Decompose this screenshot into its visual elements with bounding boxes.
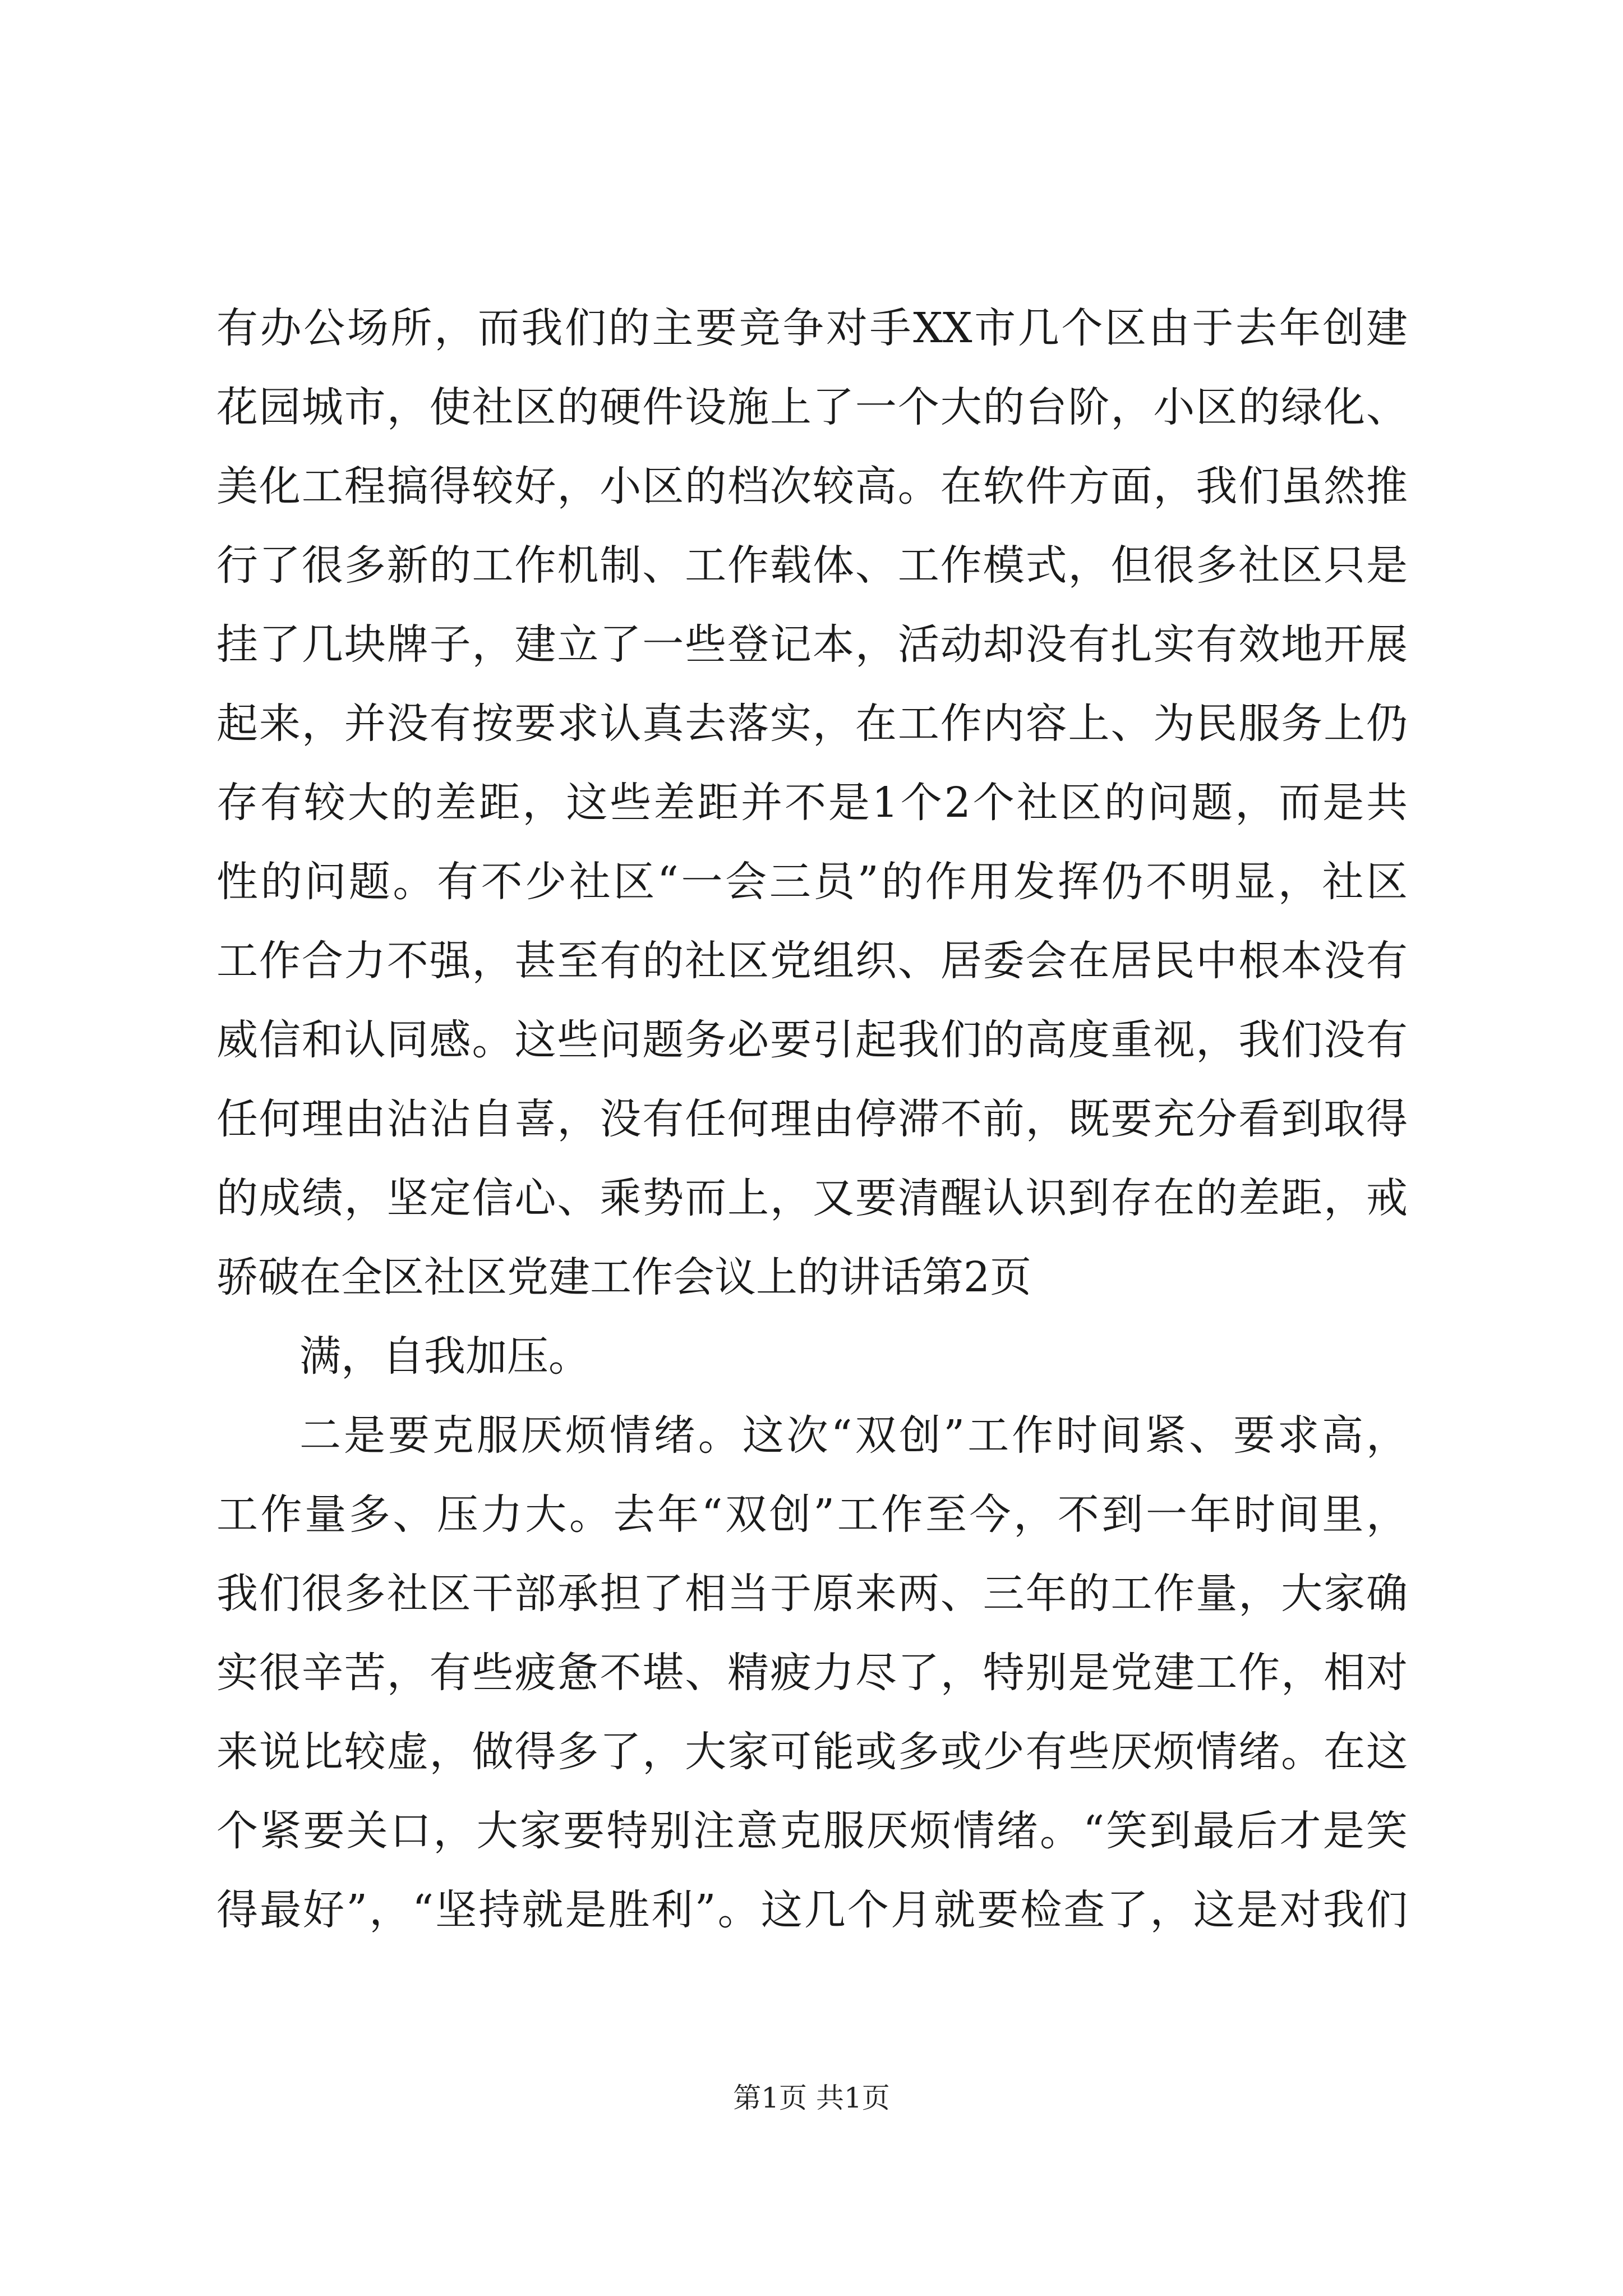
text-line: 我们很多社区干部承担了相当于原来两、三年的工作量，大家确 xyxy=(216,1570,1408,1618)
text-line: 工作量多、压力大。去年“双创”工作至今，不到一年时间里， xyxy=(216,1490,1408,1539)
text-line: 得最好”，“坚持就是胜利”。这几个月就要检查了，这是对我们 xyxy=(216,1886,1408,1934)
text-line: 满，自我加压。 xyxy=(299,1332,590,1381)
text-line: 威信和认同感。这些问题务必要引起我们的高度重视，我们没有 xyxy=(216,1016,1408,1064)
page-footer: 第1页 共1页 xyxy=(733,2082,890,2114)
text-line: 花园城市，使社区的硬件设施上了一个大的台阶，小区的绿化、 xyxy=(216,383,1408,431)
text-line: 骄破在全区社区党建工作会议上的讲话第2页 xyxy=(216,1253,1032,1301)
text-line: 的成绩，坚定信心、乘势而上，又要清醒认识到存在的差距，戒 xyxy=(216,1174,1408,1222)
text-line: 起来，并没有按要求认真去落实，在工作内容上、为民服务上仍 xyxy=(216,700,1408,748)
text-line: 工作合力不强，甚至有的社区党组织、居委会在居民中根本没有 xyxy=(216,937,1408,985)
text-line: 美化工程搞得较好，小区的档次较高。在软件方面，我们虽然推 xyxy=(216,462,1408,510)
text-line: 实很辛苦，有些疲惫不堪、精疲力尽了，特别是党建工作，相对 xyxy=(216,1649,1408,1697)
text-line: 存有较大的差距，这些差距并不是1个2个社区的问题，而是共 xyxy=(216,779,1408,827)
text-line: 二是要克服厌烦情绪。这次“双创”工作时间紧、要求高， xyxy=(299,1411,1408,1460)
text-line: 来说比较虚，做得多了，大家可能或多或少有些厌烦情绪。在这 xyxy=(216,1728,1408,1776)
text-line: 个紧要关口，大家要特别注意克服厌烦情绪。“笑到最后才是笑 xyxy=(216,1807,1408,1855)
text-line: 性的问题。有不少社区“一会三员”的作用发挥仍不明显，社区 xyxy=(216,858,1408,906)
text-line: 行了很多新的工作机制、工作载体、工作模式，但很多社区只是 xyxy=(216,541,1408,590)
text-line: 挂了几块牌子，建立了一些登记本，活动却没有扎实有效地开展 xyxy=(216,620,1408,669)
text-line: 有办公场所，而我们的主要竞争对手XX市几个区由于去年创建 xyxy=(216,304,1408,352)
text-line: 任何理由沾沾自喜，没有任何理由停滞不前，既要充分看到取得 xyxy=(216,1095,1408,1143)
